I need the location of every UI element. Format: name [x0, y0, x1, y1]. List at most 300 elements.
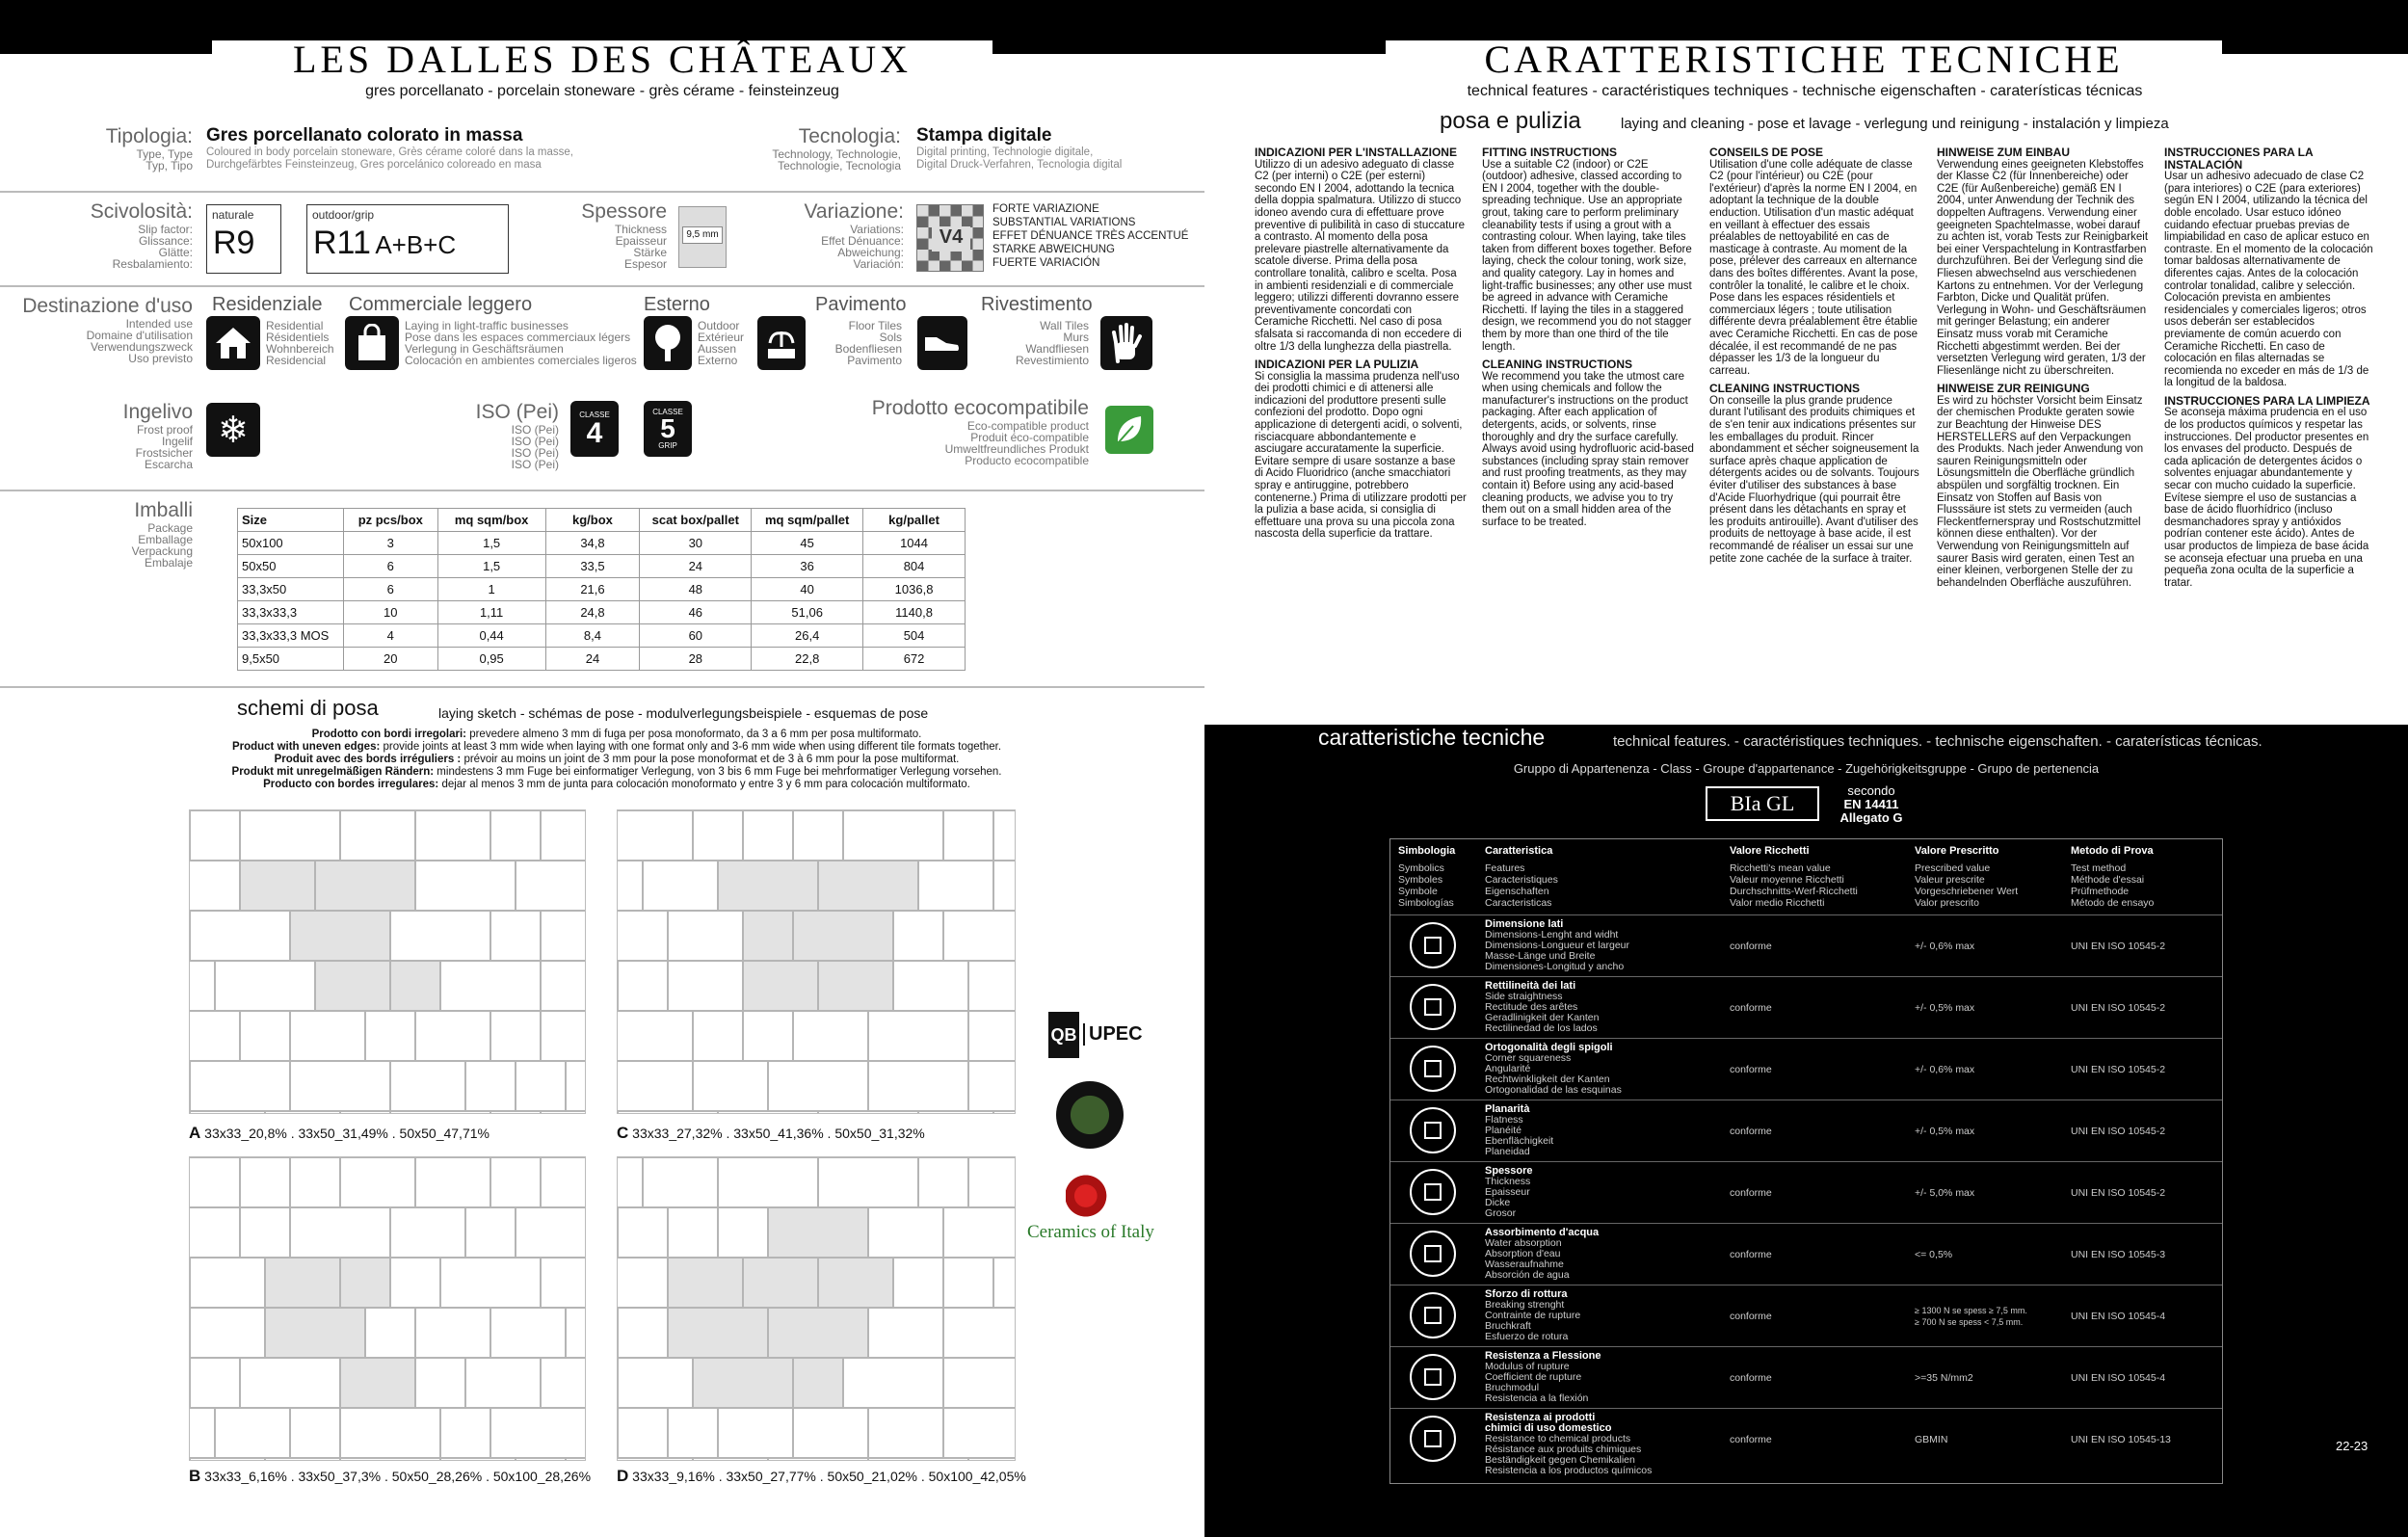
tile — [943, 1258, 993, 1308]
spec-method: UNI EN ISO 10545-2 — [2071, 1002, 2166, 1014]
table-header: Size — [238, 509, 344, 532]
imballi-label: Imballi Package Emballage Verpackung Embalaje — [131, 499, 193, 570]
tile — [968, 1157, 1016, 1207]
spec-prescribed: +/- 0,5% max — [1915, 1002, 1975, 1014]
tile — [240, 1157, 290, 1207]
spec-row — [1390, 914, 2222, 976]
spec-subheader: Test method Méthode d'essai Prüfmethode Método de ensayo — [2071, 862, 2155, 909]
pavimento-label: Pavimento — [815, 294, 907, 315]
divider — [0, 285, 1204, 287]
tile — [541, 961, 586, 1011]
tile — [340, 1458, 440, 1461]
tile — [490, 1408, 586, 1458]
table-header: pz pcs/box — [343, 509, 437, 532]
esterno-label: Esterno — [644, 294, 710, 315]
tile — [190, 1061, 290, 1111]
gruppo-text: Gruppo di Appartenenza - Class - Groupe d'appartenance - Zugehörigkeitsgruppe - Grupo de pertenencia — [1513, 761, 2100, 776]
instruction-column — [2164, 146, 2376, 595]
scheme-d-caption: D 33x33_9,16% . 33x50_27,77% . 50x50_21,02% . 50x100_42,05% — [617, 1467, 1026, 1485]
tile — [240, 1207, 290, 1258]
instruction-heading: HINWEISE ZUM EINBAU — [1937, 146, 2070, 159]
tile — [718, 1111, 818, 1114]
table-cell: 50x100 — [238, 532, 344, 555]
eco-label: Prodotto ecocompatibile Eco-compatible product Produit éco-compatible Umweltfreundliches Produkt Producto ecocompatible — [871, 397, 1089, 467]
tile — [843, 1358, 943, 1408]
spec-method: UNI EN ISO 10545-13 — [2071, 1434, 2171, 1445]
leaf-icon — [1104, 403, 1154, 457]
spec-subheader: Ricchetti's mean value Valeur moyenne Ricchetti Durchschnitts-Werf-Ricchetti Valor medio Ricchetti — [1730, 862, 1858, 909]
rivestimento-label: Rivestimento — [981, 294, 1093, 315]
classe-4-badge: CLASSE 4 — [570, 401, 619, 457]
instruction-text: Use a suitable C2 (indoor) or C2E (outdoor) adhesive, classed according to EN I 2004, together with the double-spreading technique. Use an appropriate grout, taking care to perform preliminary cleanability tests if using a grout with a contrasting colour. When laying, take tiles taken from different boxes together. Before laying, check the colour toning, work size, and quality category. Lay in homes and light-traffic businesses; any other use must be agreed in advance with Ceramiche Ricchetti. If laying the tiles in a staggered design, we recommend you do not stagger them by more than one third of the tile length. — [1482, 158, 1692, 353]
tile — [190, 1111, 265, 1114]
green-seal-logo — [1056, 1081, 1124, 1149]
tile — [968, 1011, 1016, 1061]
table-cell: 0,44 — [437, 624, 545, 648]
tile — [240, 1358, 340, 1408]
tile — [743, 1011, 793, 1061]
tile — [868, 1061, 968, 1111]
water-absorption-icon — [1410, 1231, 1456, 1277]
tile — [516, 1207, 586, 1258]
r9-box: naturale R9 — [206, 204, 281, 274]
tile — [768, 1207, 868, 1258]
tile — [617, 1061, 693, 1111]
laying-note: Product with uneven edges: provide joints at least 3 mm wide when laying with one format only and 3-6 mm wide when using different tile formats together. — [231, 741, 1002, 753]
tile — [315, 861, 415, 911]
divider — [0, 191, 1204, 193]
tile — [415, 1358, 465, 1408]
v4-badge: V4 — [916, 204, 984, 272]
commerciale-label: Commerciale leggero — [349, 294, 533, 315]
tile — [968, 1458, 1016, 1461]
tile — [415, 810, 490, 861]
esterno-list: Outdoor Extérieur Aussen Externo — [698, 319, 745, 367]
tile — [415, 1011, 490, 1061]
tile — [618, 1207, 668, 1258]
instruction-text: We recommend you take the utmost care when using chemicals and follow the manufacturer's instructions on the product packaging. After each application of detergents, acids, or solvents, rinse thoroughly and dry the surface carefully. Always avoid using hydrofluoric acid-based substances (including spray stain remover and rust proofing treatments, as they may contain it) Before using any acid-based cleaning products, we advise you to try them out on a small hidden area of the surface to be treated. — [1482, 370, 1694, 528]
spec-row — [1390, 1223, 2222, 1285]
tile — [617, 810, 693, 861]
tile — [440, 1258, 541, 1308]
destinazione-label: Destinazione d'uso Intended use Domaine d'utilisation Verwendungszweck Uso previsto — [22, 295, 193, 365]
spec-prescribed: <= 0,5% — [1915, 1249, 1953, 1260]
instruction-column — [1937, 146, 2149, 595]
pavimento-list: Floor Tiles Sols Bodenfliesen Pavimento — [834, 319, 902, 367]
table-cell: 51,06 — [752, 601, 863, 624]
spec-method: UNI EN ISO 10545-4 — [2071, 1372, 2166, 1384]
ceramics-of-italy-logo-mark — [1066, 1174, 1116, 1218]
instruction-text: Verwendung eines geeigneten Klebstoffes der Klasse C2 (für Innenbereiche) oder C2E (für Außenbereiche) gemäß EN I 2004, unter Anwendung der Technik des doppelten Auftragens. Verwendung einer geeigneten Spachtelmasse, wobei darauf zu achten ist, vorab Tests zur Reinigbarkeit bei einer Verspachtelung in Kontrastfarben durchzuführen. Bei der Verlegung sind die Fliesen abwechselnd aus verschiedenen Kartons zu entnehmen. Vor der Verlegung Farbton, Dicke und Qualität prüfen. Verlegung in Wohn- und Geschäftsräumen mit geringer Belastung; ein anderer Einsatz muss vorab mit Ceramiche Ricchetti abgestimmt werden. Bei der versetzten Verlegung wird geraten, 1/3 der Fliesenlänge nicht zu überschreiten. — [1937, 158, 2149, 377]
tile — [793, 810, 843, 861]
spec-name: Sforzo di rottura — [1485, 1288, 1568, 1300]
spec-name: Planarità — [1485, 1103, 1530, 1115]
instruction-column — [1709, 146, 1921, 570]
tile — [189, 1408, 215, 1458]
qb-logo: QB — [1048, 1012, 1079, 1058]
home-icon — [206, 316, 260, 370]
table-cell: 6 — [343, 555, 437, 578]
table-cell: 0,95 — [437, 648, 545, 671]
divider — [0, 686, 1204, 688]
tile — [415, 1308, 490, 1358]
table-cell: 33,5 — [545, 555, 640, 578]
tile — [693, 1061, 768, 1111]
spec-name: Dimensione lati — [1485, 918, 1564, 930]
tile — [490, 1157, 541, 1207]
tile — [541, 1258, 586, 1308]
tile — [743, 961, 818, 1011]
tile — [415, 1157, 490, 1207]
tile — [818, 1157, 918, 1207]
tile — [768, 1061, 868, 1111]
tile — [668, 1308, 768, 1358]
tile — [541, 1011, 586, 1061]
upec-logo: UPEC — [1083, 1023, 1143, 1046]
spec-desc: Corner squareness Angularité Rechtwinkligkeit der Kanten Ortogonalidad de las esquinas — [1485, 1052, 1622, 1096]
table-header: kg/box — [545, 509, 640, 532]
spec-value: conforme — [1730, 1126, 1772, 1137]
shopping-bag-icon — [345, 316, 399, 370]
instruction-heading: HINWEISE ZUR REINIGUNG — [1937, 382, 2090, 396]
laying-note: Produkt mit unregelmäßigen Rändern: mindestens 3 mm Fuge bei einformatiger Verlegung, von 3 bis 6 mm Fuge bei mehrformatiger Verlegung vorsehen. — [231, 766, 1002, 778]
tipologia-value: Gres porcellanato colorato in massa Coloured in body porcelain stoneware, Grès cérame coloré dans la masse, Durchgefärbtes Feinsteinzeug, Gres porcelánico coloreado en masa — [206, 125, 573, 171]
tile — [240, 861, 315, 911]
tile — [668, 1408, 718, 1458]
residenziale-label: Residenziale — [212, 294, 323, 315]
tile — [189, 1157, 240, 1207]
spec-desc: Water absorption Absorption d'eau Wasseraufnahme Absorción de agua — [1485, 1237, 1570, 1281]
tile — [365, 1011, 415, 1061]
spec-header: Simbologia — [1398, 845, 1456, 857]
variazione-label: Variazione: Variations: Effet Dénuance: Abweichung: Variación: — [804, 200, 904, 271]
tile — [265, 1308, 365, 1358]
divider — [0, 490, 1204, 491]
tile — [465, 1207, 516, 1258]
instruction-heading: INDICAZIONI PER L'INSTALLAZIONE — [1255, 146, 1457, 159]
tecnologia-value: Stampa digitale Digital printing, Technologie digitale, Digital Druck-Verfahren, Tecnologia digital — [916, 125, 1123, 171]
instruction-heading: CONSEILS DE POSE — [1709, 146, 1824, 159]
table-cell: 24 — [545, 648, 640, 671]
tile — [618, 1308, 668, 1358]
tile — [566, 1458, 586, 1461]
instruction-text: Se aconseja máxima prudencia en el uso de los productos químicos y respetar las instrucciones. Del productor presentes en los envases del producto. Después de cada aplicación de detergentes ácidos o solventes enjuagar abundantemente y secar con mucho cuidado la superficie. Evítese siempre el uso de sustancias a base de ácido fluorhídrico (incluso desmanchadores spray y antióxidos podrían contener este ácido). Antes de usar productos de limpieza de base ácida se aconseja efectuar una prueba en una pequeña zona oculta de la superficie a tratar. — [2164, 407, 2369, 589]
spec-row — [1390, 1161, 2222, 1223]
snowflake-icon: ❄ — [206, 403, 260, 457]
tile — [340, 1358, 415, 1408]
table-cell: 48 — [640, 578, 752, 601]
table-row — [238, 555, 966, 578]
tile — [968, 961, 1016, 1011]
instruction-text: On conseille la plus grande prudence durant l'utilisant des produits chimiques et de s'en tenir aux indications présentes sur les emballages du produit. Rincer abondamment et sécher soigneusement la surface après chaque application de détergents acides ou de solvants. Toujours éviter d'utiliser des substances à base d'Acide Fluorhydrique (qui pourrait être présent dans les détachants en spray et les produits antirouille). Avant d'utiliser des produits de nettoyage à base acide, il est recommandé de réaliser un essai sur une petite zone cachée de la surface à traiter. — [1709, 394, 1919, 565]
tile — [490, 1308, 566, 1358]
spec-prescribed: +/- 0,6% max — [1915, 1064, 1975, 1075]
instruction-column — [1482, 146, 1694, 534]
table-cell: 9,5x50 — [238, 648, 344, 671]
tile — [818, 961, 893, 1011]
spec-method: UNI EN ISO 10545-2 — [2071, 1187, 2166, 1199]
table-cell: 33,3x50 — [238, 578, 344, 601]
tile — [390, 961, 440, 1011]
thickness-badge: 9,5 mm — [678, 206, 727, 268]
tile — [240, 810, 340, 861]
spec-desc: Dimensions-Lenght and widht Dimensions-Longueur et largeur Masse-Länge und Breite Dimensiones-Longitud y ancho — [1485, 929, 1629, 972]
table-cell: 1140,8 — [863, 601, 966, 624]
posa-title: posa e pulizia — [1440, 108, 1581, 134]
spec-subheader: Symbolics Symboles Symbole Simbologías — [1398, 862, 1454, 909]
spec-table — [1389, 838, 2223, 1484]
table-cell: 33,3x33,3 — [238, 601, 344, 624]
tile — [617, 1011, 693, 1061]
tile — [668, 1258, 743, 1308]
spec-name: Rettilineità dei lati — [1485, 980, 1576, 992]
scheme-c-caption: C 33x33_27,32% . 33x50_41,36% . 50x50_31,32% — [617, 1124, 925, 1142]
left-subtitle: gres porcellanato - porcelain stoneware - grès cérame - feinsteinzeug — [365, 83, 839, 99]
instruction-heading: CLEANING INSTRUCTIONS — [1709, 382, 1860, 396]
tile — [617, 1458, 693, 1461]
spec-method: UNI EN ISO 10545-2 — [2071, 1064, 2166, 1075]
spec-prescribed: ≥ 1300 N se spess ≥ 7,5 mm. ≥ 700 N se spess < 7,5 mm. — [1915, 1306, 2027, 1327]
table-cell: 6 — [343, 578, 437, 601]
page-number: 22-23 — [2336, 1439, 2368, 1453]
tile — [490, 1111, 541, 1114]
table-cell: 4 — [343, 624, 437, 648]
spec-subheader: Prescribed value Valeur prescrite Vorgeschriebener Wert Valor prescrito — [1915, 862, 2019, 909]
tile — [465, 1061, 516, 1111]
variazione-desc: FORTE VARIAZIONE SUBSTANTIAL VARIATIONS EFFET DÉNUANCE TRÈS ACCENTUÉ STARKE ABWEICHUNG FUERTE VARIACIÓN — [992, 203, 1189, 269]
tile — [265, 1258, 340, 1308]
instruction-heading: INDICAZIONI PER LA PULIZIA — [1255, 358, 1419, 372]
schemi-title: schemi di posa — [237, 696, 379, 720]
spec-prescribed: GBMIN — [1915, 1434, 1948, 1445]
tile — [943, 911, 1016, 961]
table-cell: 46 — [640, 601, 752, 624]
laying-note: Producto con bordes irregulares: dejar al menos 3 mm de junta para colocación monoformato y entre 3 y 6 mm para colocación multiformato. — [263, 779, 970, 790]
tile — [290, 1207, 390, 1258]
spec-header: Valore Prescritto — [1915, 845, 1999, 857]
tile — [390, 911, 490, 961]
iso-label: ISO (Pei) ISO (Pei) ISO (Pei) ISO (Pei) ISO (Pei) — [475, 401, 559, 471]
tile — [541, 911, 586, 961]
tile — [340, 1258, 390, 1308]
spec-name: Ortogonalità degli spigoli — [1485, 1042, 1613, 1053]
tile — [768, 1458, 868, 1461]
spec-header: Valore Ricchetti — [1730, 845, 1810, 857]
tile — [189, 861, 240, 911]
scheme-a-caption: A 33x33_20,8% . 33x50_31,49% . 50x50_47,71% — [189, 1124, 490, 1142]
instruction-heading: CLEANING INSTRUCTIONS — [1482, 358, 1632, 372]
left-title: LES DALLES DES CHÂTEAUX — [212, 40, 992, 79]
tile — [190, 1308, 265, 1358]
spec-header: Caratteristica — [1485, 845, 1553, 857]
spec-desc: Modulus of rupture Coefficient de rupture Bruchmodul Resistencia a la flexión — [1485, 1361, 1589, 1404]
tile — [993, 1111, 1016, 1114]
tile — [490, 810, 541, 861]
tile — [440, 1458, 516, 1461]
table-cell: 30 — [640, 532, 752, 555]
tile — [743, 1258, 818, 1308]
table-cell: 3 — [343, 532, 437, 555]
tile — [693, 810, 743, 861]
table-row — [238, 532, 966, 555]
spec-name: Assorbimento d'acqua — [1485, 1227, 1600, 1238]
packaging-table — [237, 508, 966, 671]
ingelivo-label: Ingelivo Frost proof Ingelif Frostsicher Escarcha — [122, 401, 193, 471]
table-cell: 21,6 — [545, 578, 640, 601]
scheme-c — [617, 809, 1016, 1114]
tile — [943, 1358, 1016, 1408]
right-title: CARATTERISTICHE TECNICHE — [1386, 40, 2222, 79]
tile — [516, 1458, 566, 1461]
spec-value: conforme — [1730, 941, 1772, 952]
spec-value: conforme — [1730, 1187, 1772, 1199]
classe-5-grip-badge: CLASSE 5 GRIP — [644, 401, 692, 457]
instruction-text: Usar un adhesivo adecuado de clase C2 (para interiores) o C2E (para exteriores) según EN I 2004, utilizando la técnica del doble encolado. Usar estuco idóneo cuidando efectuar pruebas previas de limpiabilidad en caso de aplicar estuco en contraste. En el momento de la colocación tomar baldosas alternativamente de diferentes cajas. Antes de la colocación controlar tonalidad, calibre y selección. Colocación prevista en ambientes residenciales y comerciales ligeros; otros usos deberán ser establecidos previamente de común acuerdo con Ceramiche Ricchetti. En caso de colocación en filas alternadas se recomienda no exceder en más de 1/3 de la longitud de la baldosa. — [2164, 171, 2373, 389]
spec-value: conforme — [1730, 1311, 1772, 1322]
tile — [415, 861, 516, 911]
laying-note: Prodotto con bordi irregolari: prevedere almeno 3 mm di fuga per posa monoformato, da 3 a 6 mm per posa multiformato. — [311, 729, 922, 740]
tile — [617, 911, 668, 961]
tile — [943, 1408, 1016, 1458]
tile — [190, 911, 290, 961]
commerciale-list: Laying in light-traffic businesses Pose dans les espaces commerciaux légers Verlegung in Geschäftsräumen Colocación en ambientes comerciales ligeros — [405, 319, 637, 367]
spec-row — [1390, 1100, 2222, 1161]
tile — [541, 1358, 586, 1408]
table-row — [238, 624, 966, 648]
tile — [718, 861, 818, 911]
tile — [943, 810, 993, 861]
tile — [340, 1408, 440, 1458]
straightness-icon — [1410, 984, 1456, 1030]
r11-box: outdoor/grip R11 A+B+C — [306, 204, 509, 274]
table-cell: 1 — [437, 578, 545, 601]
tile — [768, 1308, 868, 1358]
tile — [189, 961, 215, 1011]
spec-row — [1390, 976, 2222, 1038]
tipologia-label: Tipologia: Type, Type Typ, Tipo — [105, 125, 193, 172]
table-cell: 1036,8 — [863, 578, 966, 601]
table-header: scat box/pallet — [640, 509, 752, 532]
instruction-text: Utilisation d'une colle adéquate de classe C2 (pour l'intérieur) ou C2E (pour l'extérieur) d'après la norme EN I 2004, en adoptant la technique de la double enduction. Utilisation d'un mastic adéquat en veillant à effectuer des essais préalables de nettoyabilité en cas de masticage à contraste. Au moment de la pose, prélever des carreaux en alternance dans des boîtes différentes. Avant la pose, contrôler la tonalité, le calibre et le choix. Pose dans les espaces résidentiels et commerciaux légers ; toute utilisation différente devra préalablement être établie avec Ceramiche Ricchetti. En cas de pose décalée, il est recommandé de ne pas dépasser les 1/3 de la longueur du carreau. — [1709, 158, 1918, 377]
tile — [617, 861, 643, 911]
tile — [643, 861, 718, 911]
table-cell: 672 — [863, 648, 966, 671]
tile — [465, 1358, 541, 1408]
tile — [918, 1157, 968, 1207]
spec-desc: Resistance to chemical products Résistance aux produits chimiques Beständigkeit gegen Chemikalien Resistencia a los productos químicos — [1485, 1433, 1653, 1476]
shoe-icon — [917, 316, 967, 370]
tile — [993, 861, 1016, 911]
tile — [618, 961, 668, 1011]
tile — [189, 1011, 240, 1061]
tile — [440, 961, 541, 1011]
tile — [818, 1258, 893, 1308]
tile — [566, 1061, 586, 1111]
tile — [440, 1408, 490, 1458]
tile — [617, 1258, 668, 1308]
table-cell: 24,8 — [545, 601, 640, 624]
instruction-heading: INSTRUCCIONES PARA LA INSTALACIÓN — [2164, 146, 2314, 172]
instruction-column — [1255, 146, 1467, 546]
chemical-icon — [1410, 1416, 1456, 1462]
instruction-text: Es wird zu höchster Vorsicht beim Einsatz der chemischen Produkte geraten sowie zur Beachtung der Hinweise DES HERSTELLERS auf den Verpackungen des Produkts. Nach jeder Anwendung von sauren Reinigungsmitteln oder Lösungsmitteln die Oberfläche gründlich abspülen und sorgfältig trocknen. Ein Einsatz von Stoffen auf Basis von Flusssäure ist stets zu vermeiden (auch Fleckentfernerspray und Rostschutzmittel können diese enthalten). Vor der Verwendung von Reinigungsmitteln auf saurer Basis wird geraten, einen Test an einer kleinen, verborgenen Stelle der zu behandelnden Oberfläche auszuführen. — [1937, 394, 2144, 589]
table-header-row — [238, 509, 966, 532]
table-row — [238, 601, 966, 624]
scheme-b-caption: B 33x33_6,16% . 33x50_37,3% . 50x50_28,26% . 50x100_28,26% — [189, 1467, 592, 1485]
tile — [868, 1408, 943, 1458]
table-cell: 26,4 — [752, 624, 863, 648]
tile — [240, 1011, 290, 1061]
tile — [390, 1111, 490, 1114]
instruction-heading: FITTING INSTRUCTIONS — [1482, 146, 1617, 159]
spec-desc: Breaking strenght Contrainte de rupture Bruchkraft Esfuerzo de rotura — [1485, 1299, 1581, 1342]
tile — [618, 1111, 718, 1114]
scivolosita-label: Scivolosità: Slip factor: Glissance: Glätte: Resbalamiento: — [90, 200, 193, 271]
spec-desc: Side straightness Rectitude des arêtes Geradlinigkeit der Kanten Rectilinedad de los lados — [1485, 991, 1600, 1034]
laying-note: Produit avec des bords irréguliers : prévoir au moins un joint de 3 mm pour la pose monoformat et de 3 à 6 mm pour la pose multiformat. — [274, 754, 960, 765]
tile — [993, 810, 1016, 861]
flatness-icon — [1410, 1107, 1456, 1153]
table-cell: 45 — [752, 532, 863, 555]
tech-title: caratteristiche tecniche — [1318, 725, 1546, 750]
thickness-icon — [1410, 1169, 1456, 1215]
posa-subtitle: laying and cleaning - pose et lavage - verlegung und reinigung - instalación y limpieza — [1621, 116, 2169, 132]
tile — [868, 1458, 968, 1461]
spec-row — [1390, 1408, 2222, 1476]
table-cell: 20 — [343, 648, 437, 671]
tile — [793, 911, 893, 961]
table-cell: 8,4 — [545, 624, 640, 648]
table-cell: 504 — [863, 624, 966, 648]
spec-row — [1390, 1038, 2222, 1100]
tile — [793, 1358, 843, 1408]
table-cell: 33,3x33,3 MOS — [238, 624, 344, 648]
tech-subtitle: technical features. - caractéristiques techniques. - technische eigenschaften. - caraterísticas técnicas. — [1613, 733, 2262, 750]
scheme-b — [189, 1156, 586, 1461]
rivestimento-list: Wall Tiles Murs Wandfliesen Revestimiento — [1015, 319, 1089, 367]
tile — [693, 1458, 768, 1461]
tile — [693, 1011, 743, 1061]
hand-icon — [1100, 316, 1152, 370]
laying-notes — [135, 729, 1098, 791]
tile — [190, 1258, 265, 1308]
tile — [668, 911, 743, 961]
tile — [793, 1408, 868, 1458]
tile — [290, 1408, 340, 1458]
tile — [265, 1458, 340, 1461]
tile — [718, 1157, 818, 1207]
tile — [893, 911, 943, 961]
tile — [340, 810, 415, 861]
table-cell: 60 — [640, 624, 752, 648]
tile — [315, 961, 390, 1011]
tile — [893, 961, 968, 1011]
fountain-icon — [757, 316, 806, 370]
breaking-icon — [1410, 1292, 1456, 1338]
tile — [618, 1408, 668, 1458]
spec-name: Resistenza ai prodotti chimici di uso domestico — [1485, 1412, 1612, 1434]
table-cell: 36 — [752, 555, 863, 578]
table-cell: 1044 — [863, 532, 966, 555]
spec-method: UNI EN ISO 10545-3 — [2071, 1249, 2166, 1260]
tile — [843, 810, 943, 861]
table-cell: 50x50 — [238, 555, 344, 578]
tile — [490, 911, 541, 961]
instruction-heading: INSTRUCCIONES PARA LA LIMPIEZA — [2164, 393, 2370, 408]
spec-value: conforme — [1730, 1002, 1772, 1014]
tile — [943, 1308, 1016, 1358]
table-cell: 24 — [640, 555, 752, 578]
